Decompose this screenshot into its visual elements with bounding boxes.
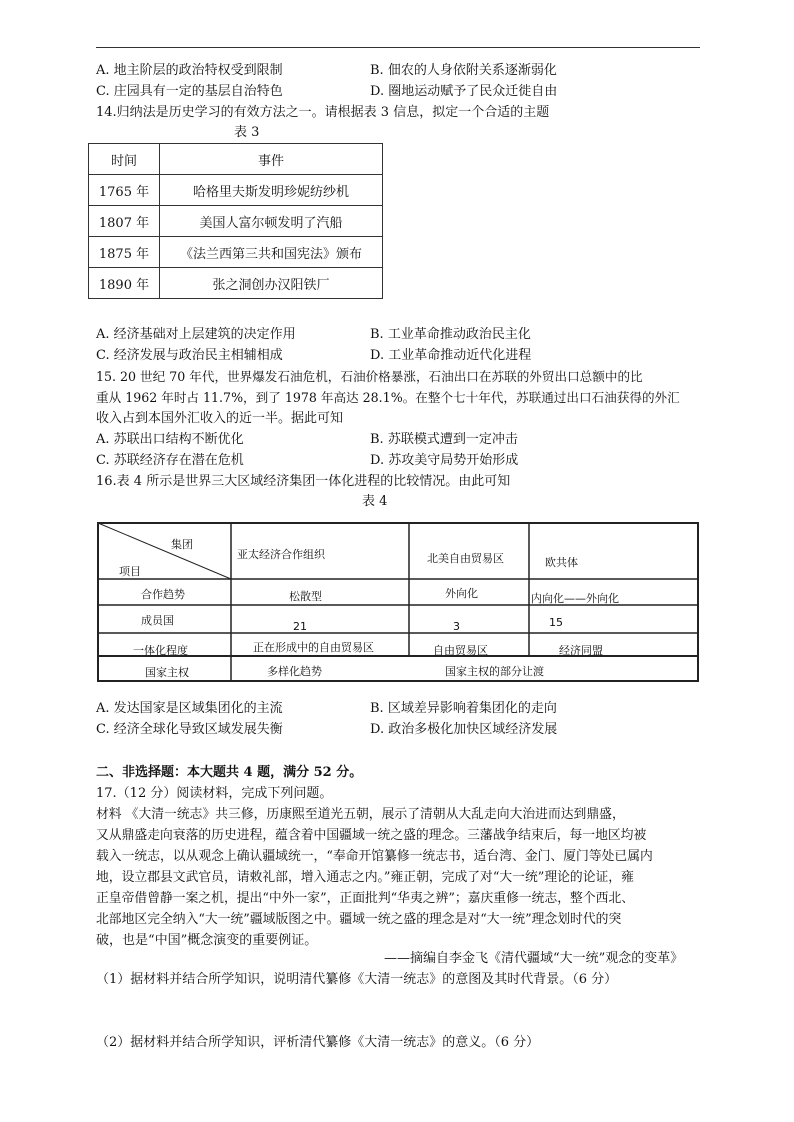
table4	[97, 522, 699, 682]
q17-subquestion-1: （1）据材料并结合所学知识，说明清代纂修《大清一统志》的意图及其时代背景。（6 分）	[96, 972, 618, 987]
table3-caption: 表 3	[234, 125, 260, 140]
q17-material-line7: 破，也是“中国”概念演变的重要例证。	[96, 933, 318, 948]
table3-cell: 哈格里夫斯发明珍妮纺纱机	[160, 175, 383, 206]
table3-cell: 美国人富尔顿发明了汽船	[160, 206, 383, 237]
q17-material-line6: 北部地区完全纳入“大一统”疆域版图之中。疆域一统之盛的理念是对“大一统”理念划时代的突	[96, 912, 622, 927]
q13-option-a[interactable]: A. 地主阶层的政治特权受到限制	[96, 63, 283, 78]
q14-stem: 14.归纳法是历史学习的有效方法之一。请根据表 3 信息，拟定一个合适的主题	[96, 105, 550, 120]
table4-col-header: 北美自由贸易区	[427, 552, 504, 565]
section2-heading: 二、非选择题：本大题共 4 题，满分 52 分。	[96, 765, 363, 780]
q17-material-line4: 地，设立郡县文武官员，请敕礼部，增入通志之内。”雍正朝，完成了对“大一统”理论的论证，雍	[96, 870, 634, 885]
q14-option-c[interactable]: C. 经济发展与政治民主相辅相成	[96, 348, 283, 363]
table4-cell: 21	[293, 620, 307, 633]
table3-header-time: 时间	[89, 144, 160, 175]
table4-row-label: 一体化程度	[133, 644, 188, 657]
q15-stem-line3: 收入占到本国外汇收入的近一半。据此可知	[96, 411, 344, 426]
table4-row-label: 成员国	[141, 614, 174, 627]
q15-stem-line2: 重从 1962 年时占 11.7%，到了 1978 年高达 28.1%。在整个七十年代，苏联通过出口石油获得的外汇	[96, 390, 680, 405]
q16-stem: 16.表 4 所示是世界三大区域经济集团一体化进程的比较情况。由此可知	[96, 474, 511, 489]
table4-cell: 外向化	[445, 587, 478, 600]
q17-material-line2: 又从鼎盛走向衰落的历史进程，蕴含着中国疆域一统之盛的理念。三藩战争结束后，每一地区均被	[96, 828, 647, 843]
q17-source: ——摘编自李金飞《清代疆域“大一统”观念的变革》	[384, 951, 684, 966]
table4-cell: 15	[549, 616, 563, 629]
q15-option-c[interactable]: C. 苏联经济存在潜在危机	[96, 453, 244, 468]
table4-cell: 松散型	[289, 590, 322, 603]
q14-option-b[interactable]: B. 工业革命推动政治民主化	[370, 327, 531, 342]
q17-subquestion-2: （2）据材料并结合所学知识，评析清代纂修《大清一统志》的意义。（6 分）	[96, 1035, 540, 1050]
q15-option-a[interactable]: A. 苏联出口结构不断优化	[96, 432, 244, 447]
table4-col-header: 亚太经济合作组织	[237, 548, 325, 561]
table4-cell: 经济同盟	[559, 644, 603, 657]
table3-cell: 1807 年	[89, 206, 160, 237]
q14-option-a[interactable]: A. 经济基础对上层建筑的决定作用	[96, 327, 296, 342]
q16-option-a[interactable]: A. 发达国家是区域集团化的主流	[96, 701, 283, 716]
q15-stem-line1: 15. 20 世纪 70 年代，世界爆发石油危机，石油价格暴涨，石油出口在苏联的外贸出口总额中的比	[96, 369, 643, 384]
q13-option-c[interactable]: C. 庄园具有一定的基层自治特色	[96, 84, 283, 99]
table4-cell: 内向化——外向化	[531, 592, 619, 605]
table4-row-label: 国家主权	[145, 666, 189, 679]
q15-option-b[interactable]: B. 苏联模式遭到一定冲击	[370, 432, 518, 447]
q13-option-d[interactable]: D. 圈地运动赋予了民众迁徙自由	[370, 84, 558, 99]
q13-option-b[interactable]: B. 佃农的人身依附关系逐渐弱化	[370, 63, 557, 78]
table4-cell: 自由贸易区	[433, 644, 488, 657]
table4-cell: 正在形成中的自由贸易区	[253, 641, 374, 654]
q17-material-line3: 载入一统志，以从观念上确认疆域统一，“奉命开馆纂修一统志书，适台湾、金门、厦门等处已属内	[96, 849, 653, 864]
q14-option-d[interactable]: D. 工业革命推动近代化进程	[370, 348, 532, 363]
table4-caption: 表 4	[362, 494, 388, 509]
table3-cell: 1875 年	[89, 237, 160, 268]
table3-cell: 张之洞创办汉阳铁厂	[160, 268, 383, 299]
table4-col-header: 欧共体	[545, 556, 578, 569]
q17-material-line5: 正皇帝借曾静一案之机，提出“中外一家”，正面批判“华夷之辨”；嘉庆重修一统志，整个西北、	[96, 891, 635, 906]
table3-header-event: 事件	[160, 144, 383, 175]
table4-corner-item: 项目	[119, 565, 141, 578]
table3-cell: 《法兰西第三共和国宪法》颁布	[160, 237, 383, 268]
table4-cell: 3	[453, 620, 460, 633]
top-rule	[96, 47, 700, 48]
q16-option-b[interactable]: B. 区域差异影响着集团化的走向	[370, 701, 557, 716]
table4-cell: 国家主权的部分让渡	[445, 665, 544, 678]
q17-material-line1: 材料 《大清一统志》共三修，历康熙至道光五朝，展示了清朝从大乱走向大治进而达到鼎盛，	[96, 807, 625, 822]
table3-cell: 1890 年	[89, 268, 160, 299]
table4-cell: 多样化趋势	[267, 665, 322, 678]
q16-option-d[interactable]: D. 政治多极化加快区域经济发展	[370, 722, 558, 737]
table4-corner-group: 集团	[171, 538, 193, 551]
table4-row-label: 合作趋势	[141, 588, 185, 601]
q15-option-d[interactable]: D. 苏攻美守局势开始形成	[370, 453, 519, 468]
table3-cell: 1765 年	[89, 175, 160, 206]
q16-option-c[interactable]: C. 经济全球化导致区域发展失衡	[96, 722, 283, 737]
table3	[88, 143, 383, 299]
q17-stem: 17.（12 分）阅读材料，完成下列问题。	[96, 786, 333, 801]
